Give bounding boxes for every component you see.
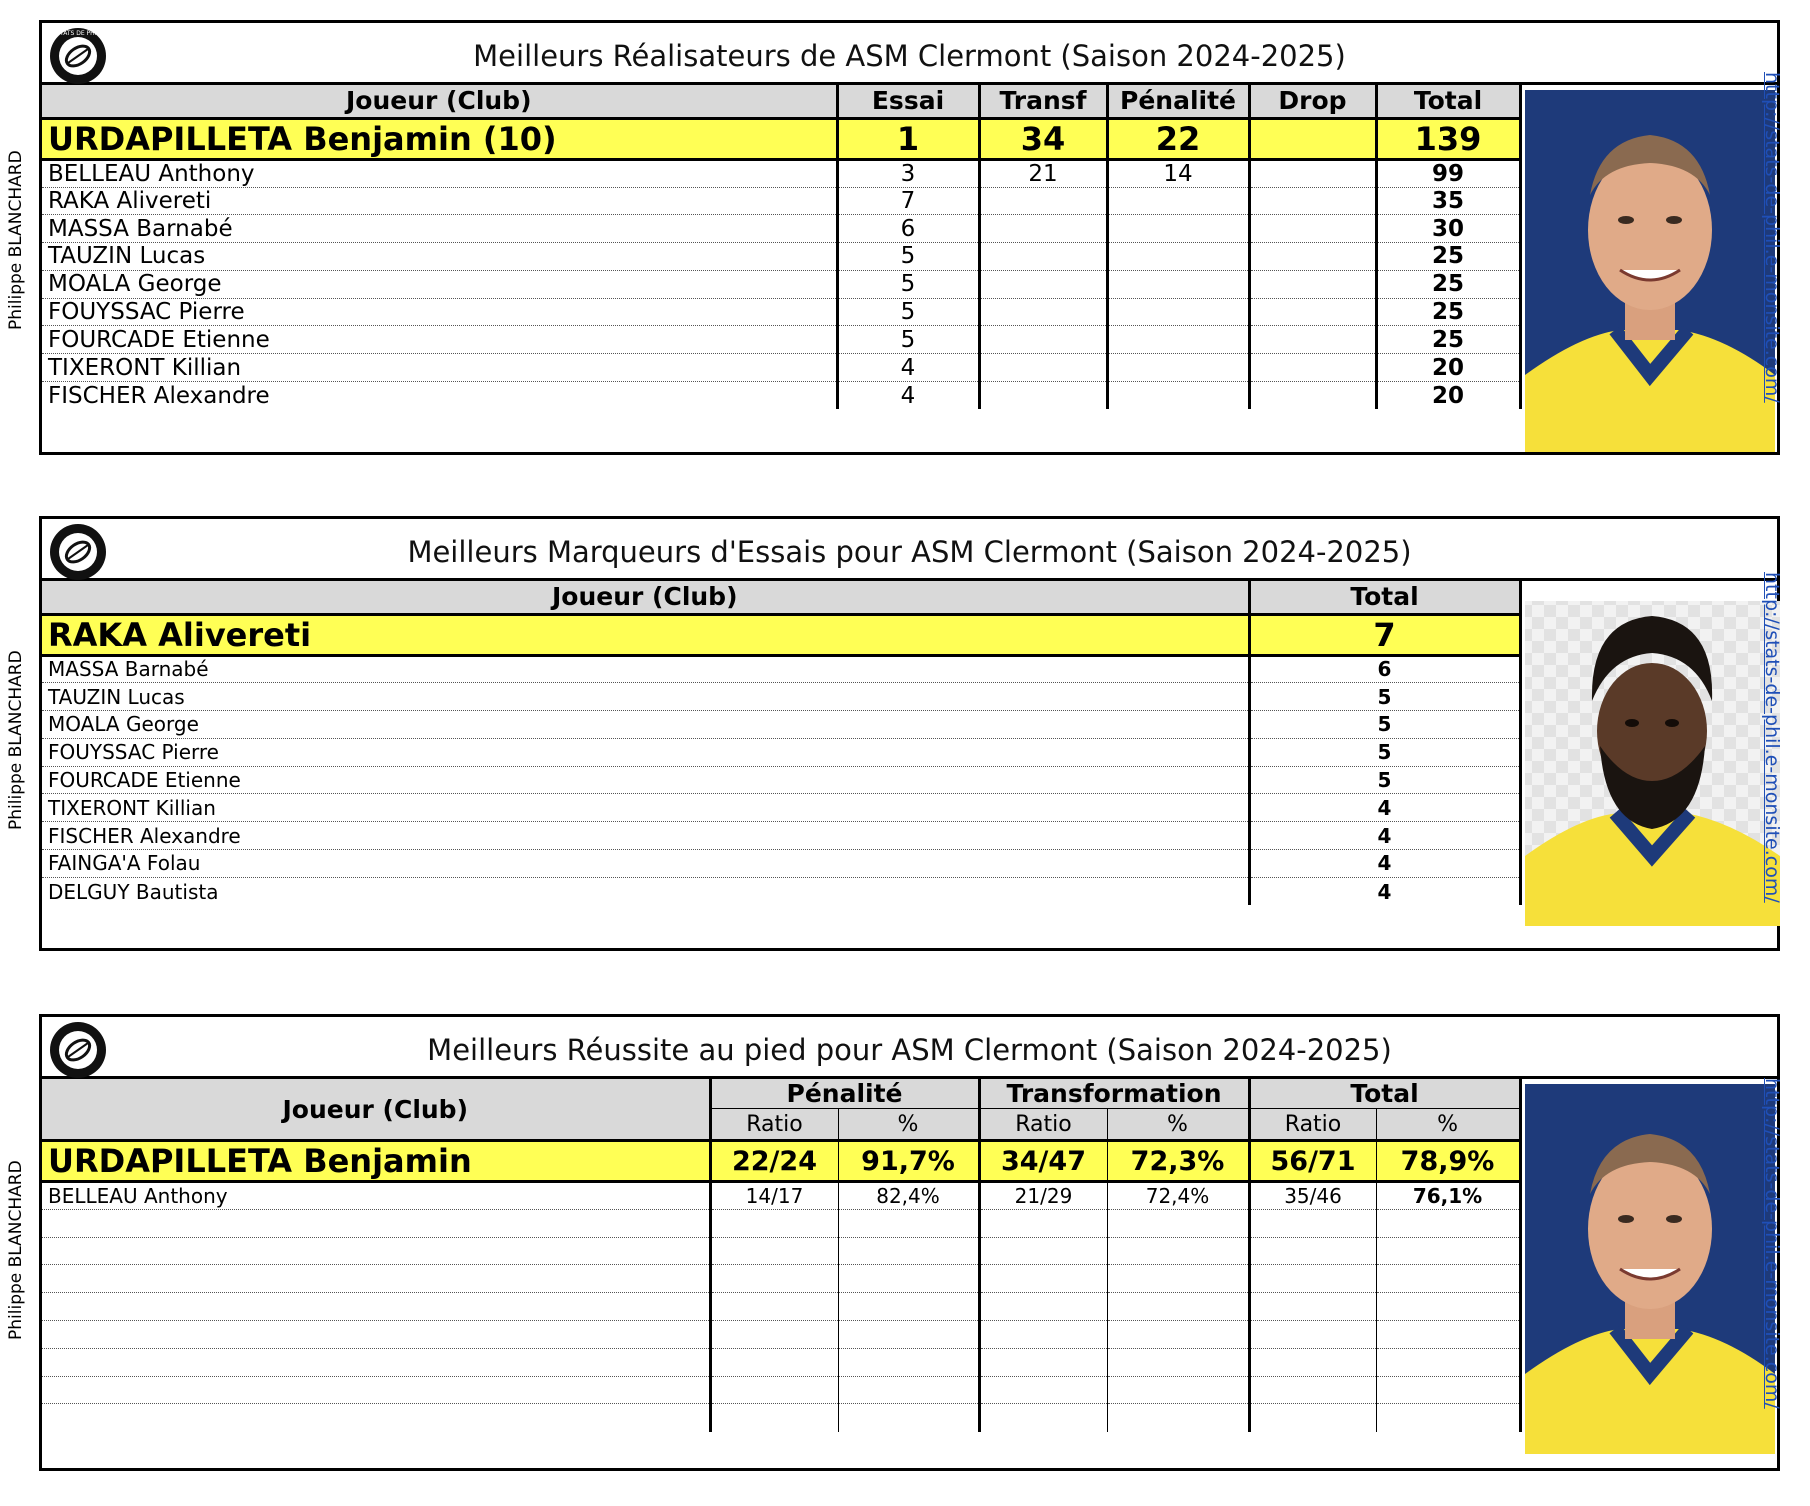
tries-frame xyxy=(39,516,1780,951)
cell-penalties xyxy=(1107,270,1249,298)
cell-total-pct xyxy=(1376,1237,1520,1265)
table-row xyxy=(42,1182,1520,1210)
table-row xyxy=(42,1265,1520,1293)
table-row xyxy=(42,1141,1520,1182)
table-row xyxy=(42,850,1520,878)
col-header-conversions: Transf xyxy=(979,85,1107,118)
tries-title: Meilleurs Marqueurs d'Essais pour ASM Clermont (Saison 2024-2025) xyxy=(407,535,1412,569)
cell-total: 25 xyxy=(1376,326,1520,354)
cell-drop xyxy=(1249,382,1376,410)
site-link[interactable]: http://stats-de-phil.e-monsite.com/ xyxy=(1761,1078,1783,1409)
cell-conv-ratio xyxy=(979,1293,1107,1321)
cell-conv-pct xyxy=(1107,1348,1249,1376)
cell-player xyxy=(42,1320,710,1348)
tries-title-row xyxy=(42,519,1777,581)
cell-total: 99 xyxy=(1376,159,1520,187)
kicking-title-row xyxy=(42,1017,1777,1079)
table-row xyxy=(42,298,1520,326)
cell-conversions xyxy=(979,354,1107,382)
table-row xyxy=(42,711,1520,739)
scorers-title-row xyxy=(42,23,1777,85)
cell-tries: 3 xyxy=(837,159,979,187)
cell-pen-pct: 82,4% xyxy=(838,1182,979,1210)
cell-penalties xyxy=(1107,187,1249,215)
col-header-total: Total xyxy=(1249,581,1520,614)
col-header-tries: Essai xyxy=(837,85,979,118)
kicking-section xyxy=(39,1014,1780,1471)
cell-pen-pct xyxy=(838,1293,979,1321)
cell-total-pct xyxy=(1376,1209,1520,1237)
scorers-title: Meilleurs Réalisateurs de ASM Clermont (Saison 2024-2025) xyxy=(473,39,1346,73)
cell-conversions xyxy=(979,326,1107,354)
table-row xyxy=(42,1376,1520,1404)
cell-drop xyxy=(1249,243,1376,271)
site-link[interactable]: http://stats-de-phil.e-monsite.com/ xyxy=(1761,72,1783,403)
cell-total-pct xyxy=(1376,1404,1520,1432)
cell-penalties xyxy=(1107,243,1249,271)
cell-tries: 5 xyxy=(837,326,979,354)
cell-pen-ratio xyxy=(710,1293,838,1321)
col-header-penalties: Pénalité xyxy=(1107,85,1249,118)
cell-pen-ratio xyxy=(710,1320,838,1348)
cell-pen-ratio xyxy=(710,1404,838,1432)
col-header-pen-ratio: Ratio xyxy=(710,1109,838,1141)
cell-penalties xyxy=(1107,298,1249,326)
cell-total-ratio xyxy=(1249,1265,1376,1293)
table-row xyxy=(42,1348,1520,1376)
cell-conv-ratio xyxy=(979,1348,1107,1376)
kicking-table xyxy=(42,1079,1522,1432)
table-row xyxy=(42,822,1520,850)
cell-pen-ratio: 14/17 xyxy=(710,1182,838,1210)
player-photo-urdapilleta xyxy=(1520,85,1783,458)
table-row xyxy=(42,794,1520,822)
author-credit: Philippe BLANCHARD xyxy=(6,150,26,330)
cell-pen-ratio xyxy=(710,1237,838,1265)
player-portrait-icon xyxy=(1520,1079,1783,1474)
col-header-penalties: Pénalité xyxy=(710,1079,979,1109)
cell-pen-pct xyxy=(838,1320,979,1348)
col-header-conv-pct: % xyxy=(1107,1109,1249,1141)
cell-penalties: 22 xyxy=(1107,118,1249,159)
cell-conv-ratio xyxy=(979,1237,1107,1265)
cell-total-ratio xyxy=(1249,1404,1376,1432)
cell-tries: 6 xyxy=(837,215,979,243)
cell-total-pct xyxy=(1376,1293,1520,1321)
cell-tries: 7 xyxy=(837,187,979,215)
player-portrait-icon xyxy=(1520,85,1783,458)
cell-player: MOALA George xyxy=(42,270,837,298)
table-row xyxy=(42,1404,1520,1432)
cell-conv-pct: 72,3% xyxy=(1107,1141,1249,1182)
cell-drop xyxy=(1249,326,1376,354)
cell-player: MASSA Barnabé xyxy=(42,215,837,243)
cell-conversions xyxy=(979,215,1107,243)
cell-total: 20 xyxy=(1376,354,1520,382)
cell-player: TAUZIN Lucas xyxy=(42,683,1249,711)
col-header-player: Joueur (Club) xyxy=(42,1079,710,1141)
cell-conv-pct xyxy=(1107,1376,1249,1404)
cell-player: MOALA George xyxy=(42,711,1249,739)
cell-total-pct: 76,1% xyxy=(1376,1182,1520,1210)
cell-pen-pct xyxy=(838,1376,979,1404)
col-header-total-ratio: Ratio xyxy=(1249,1109,1376,1141)
cell-tries: 5 xyxy=(837,243,979,271)
cell-player: FOUYSSAC Pierre xyxy=(42,298,837,326)
kicking-frame xyxy=(39,1014,1780,1471)
cell-total: 6 xyxy=(1249,655,1520,683)
col-header-pen-pct: % xyxy=(838,1109,979,1141)
cell-tries: 1 xyxy=(837,118,979,159)
cell-total: 25 xyxy=(1376,243,1520,271)
cell-drop xyxy=(1249,159,1376,187)
cell-penalties xyxy=(1107,354,1249,382)
col-header-total-pct: % xyxy=(1376,1109,1520,1141)
table-row xyxy=(42,766,1520,794)
cell-player: URDAPILLETA Benjamin (10) xyxy=(42,118,837,159)
cell-conv-pct: 72,4% xyxy=(1107,1182,1249,1210)
cell-pen-pct: 91,7% xyxy=(838,1141,979,1182)
cell-total: 4 xyxy=(1249,794,1520,822)
cell-penalties xyxy=(1107,382,1249,410)
cell-total-ratio xyxy=(1249,1209,1376,1237)
table-row xyxy=(42,354,1520,382)
cell-player: BELLEAU Anthony xyxy=(42,159,837,187)
cell-penalties xyxy=(1107,215,1249,243)
table-row xyxy=(42,215,1520,243)
cell-pen-ratio xyxy=(710,1209,838,1237)
col-header-drop: Drop xyxy=(1249,85,1376,118)
table-row xyxy=(42,270,1520,298)
cell-pen-ratio xyxy=(710,1348,838,1376)
player-photo-urdapilleta xyxy=(1520,1079,1783,1474)
cell-total-pct xyxy=(1376,1348,1520,1376)
cell-pen-pct xyxy=(838,1237,979,1265)
cell-total-ratio: 35/46 xyxy=(1249,1182,1376,1210)
cell-pen-pct xyxy=(838,1404,979,1432)
table-row xyxy=(42,683,1520,711)
cell-player: FAINGA'A Folau xyxy=(42,850,1249,878)
cell-conv-pct xyxy=(1107,1209,1249,1237)
cell-pen-pct xyxy=(838,1209,979,1237)
cell-total: 5 xyxy=(1249,683,1520,711)
cell-total: 30 xyxy=(1376,215,1520,243)
cell-drop xyxy=(1249,354,1376,382)
cell-conv-ratio xyxy=(979,1209,1107,1237)
cell-player xyxy=(42,1209,710,1237)
scorers-section xyxy=(39,20,1780,455)
table-row xyxy=(42,159,1520,187)
cell-drop xyxy=(1249,118,1376,159)
cell-player xyxy=(42,1404,710,1432)
cell-player: BELLEAU Anthony xyxy=(42,1182,710,1210)
cell-conversions xyxy=(979,382,1107,410)
cell-player: DELGUY Bautista xyxy=(42,877,1249,905)
cell-total-ratio xyxy=(1249,1320,1376,1348)
tries-section xyxy=(39,516,1780,951)
cell-total-pct xyxy=(1376,1320,1520,1348)
author-credit: Philippe BLANCHARD xyxy=(6,650,26,830)
cell-player xyxy=(42,1376,710,1404)
cell-tries: 4 xyxy=(837,354,979,382)
cell-total-ratio xyxy=(1249,1348,1376,1376)
cell-pen-ratio: 22/24 xyxy=(710,1141,838,1182)
cell-player: TIXERONT Killian xyxy=(42,354,837,382)
col-header-conversions: Transformation xyxy=(979,1079,1249,1109)
cell-total: 5 xyxy=(1249,738,1520,766)
cell-total-pct: 78,9% xyxy=(1376,1141,1520,1182)
player-photo-raka xyxy=(1520,581,1783,954)
table-row xyxy=(42,655,1520,683)
cell-conv-ratio xyxy=(979,1404,1107,1432)
cell-player xyxy=(42,1293,710,1321)
cell-conv-pct xyxy=(1107,1265,1249,1293)
cell-total: 5 xyxy=(1249,766,1520,794)
cell-total-ratio xyxy=(1249,1293,1376,1321)
cell-total-pct xyxy=(1376,1376,1520,1404)
cell-total: 139 xyxy=(1376,118,1520,159)
cell-player: FISCHER Alexandre xyxy=(42,382,837,410)
col-header-total: Total xyxy=(1249,1079,1520,1109)
cell-conversions: 34 xyxy=(979,118,1107,159)
logo-text: STATS DE PHIL xyxy=(56,30,100,37)
cell-conv-ratio xyxy=(979,1265,1107,1293)
cell-total: 4 xyxy=(1249,822,1520,850)
cell-conv-ratio xyxy=(979,1376,1107,1404)
table-row xyxy=(42,614,1520,655)
cell-player xyxy=(42,1237,710,1265)
col-header-total: Total xyxy=(1376,85,1520,118)
cell-drop xyxy=(1249,270,1376,298)
table-row xyxy=(42,1237,1520,1265)
table-row xyxy=(42,187,1520,215)
cell-conv-ratio: 34/47 xyxy=(979,1141,1107,1182)
cell-tries: 4 xyxy=(837,382,979,410)
author-credit: Philippe BLANCHARD xyxy=(6,1160,26,1340)
cell-conv-ratio xyxy=(979,1320,1107,1348)
cell-player: FOURCADE Etienne xyxy=(42,326,837,354)
col-header-player: Joueur (Club) xyxy=(42,85,837,118)
scorers-frame xyxy=(39,20,1780,455)
cell-penalties: 14 xyxy=(1107,159,1249,187)
kicking-title: Meilleurs Réussite au pied pour ASM Clermont (Saison 2024-2025) xyxy=(427,1033,1392,1067)
cell-total-ratio xyxy=(1249,1237,1376,1265)
cell-conv-pct xyxy=(1107,1237,1249,1265)
cell-conversions xyxy=(979,298,1107,326)
cell-total: 20 xyxy=(1376,382,1520,410)
cell-player xyxy=(42,1348,710,1376)
tries-table xyxy=(42,581,1522,905)
table-row xyxy=(42,1320,1520,1348)
cell-conv-pct xyxy=(1107,1293,1249,1321)
table-row xyxy=(42,1293,1520,1321)
cell-conversions xyxy=(979,270,1107,298)
cell-conversions xyxy=(979,187,1107,215)
cell-total-pct xyxy=(1376,1265,1520,1293)
cell-player: MASSA Barnabé xyxy=(42,655,1249,683)
cell-total-ratio xyxy=(1249,1376,1376,1404)
cell-pen-ratio xyxy=(710,1265,838,1293)
cell-total-ratio: 56/71 xyxy=(1249,1141,1376,1182)
table-row xyxy=(42,118,1520,159)
scorers-table xyxy=(42,85,1522,409)
cell-drop xyxy=(1249,215,1376,243)
cell-pen-pct xyxy=(838,1265,979,1293)
cell-tries: 5 xyxy=(837,270,979,298)
table-row xyxy=(42,877,1520,905)
cell-player: FOUYSSAC Pierre xyxy=(42,738,1249,766)
cell-player xyxy=(42,1265,710,1293)
cell-player: RAKA Alivereti xyxy=(42,187,837,215)
cell-total: 7 xyxy=(1249,614,1520,655)
col-header-conv-ratio: Ratio xyxy=(979,1109,1107,1141)
site-link[interactable]: http://stats-de-phil.e-monsite.com/ xyxy=(1761,572,1783,903)
table-row xyxy=(42,382,1520,410)
cell-total: 4 xyxy=(1249,850,1520,878)
cell-drop xyxy=(1249,187,1376,215)
table-row xyxy=(42,326,1520,354)
cell-drop xyxy=(1249,298,1376,326)
cell-conversions xyxy=(979,243,1107,271)
cell-pen-pct xyxy=(838,1348,979,1376)
cell-conv-ratio: 21/29 xyxy=(979,1182,1107,1210)
table-row xyxy=(42,738,1520,766)
cell-conversions: 21 xyxy=(979,159,1107,187)
cell-total: 25 xyxy=(1376,270,1520,298)
cell-total: 25 xyxy=(1376,298,1520,326)
cell-conv-pct xyxy=(1107,1404,1249,1432)
cell-penalties xyxy=(1107,326,1249,354)
cell-total: 4 xyxy=(1249,877,1520,905)
table-row xyxy=(42,1209,1520,1237)
cell-player: TIXERONT Killian xyxy=(42,794,1249,822)
player-portrait-icon xyxy=(1520,581,1783,954)
cell-total: 5 xyxy=(1249,711,1520,739)
cell-player: URDAPILLETA Benjamin xyxy=(42,1141,710,1182)
cell-pen-ratio xyxy=(710,1376,838,1404)
cell-tries: 5 xyxy=(837,298,979,326)
cell-player: FOURCADE Etienne xyxy=(42,766,1249,794)
cell-player: RAKA Alivereti xyxy=(42,614,1249,655)
cell-player: FISCHER Alexandre xyxy=(42,822,1249,850)
cell-player: TAUZIN Lucas xyxy=(42,243,837,271)
cell-conv-pct xyxy=(1107,1320,1249,1348)
col-header-player: Joueur (Club) xyxy=(42,581,1249,614)
cell-total: 35 xyxy=(1376,187,1520,215)
table-row xyxy=(42,243,1520,271)
